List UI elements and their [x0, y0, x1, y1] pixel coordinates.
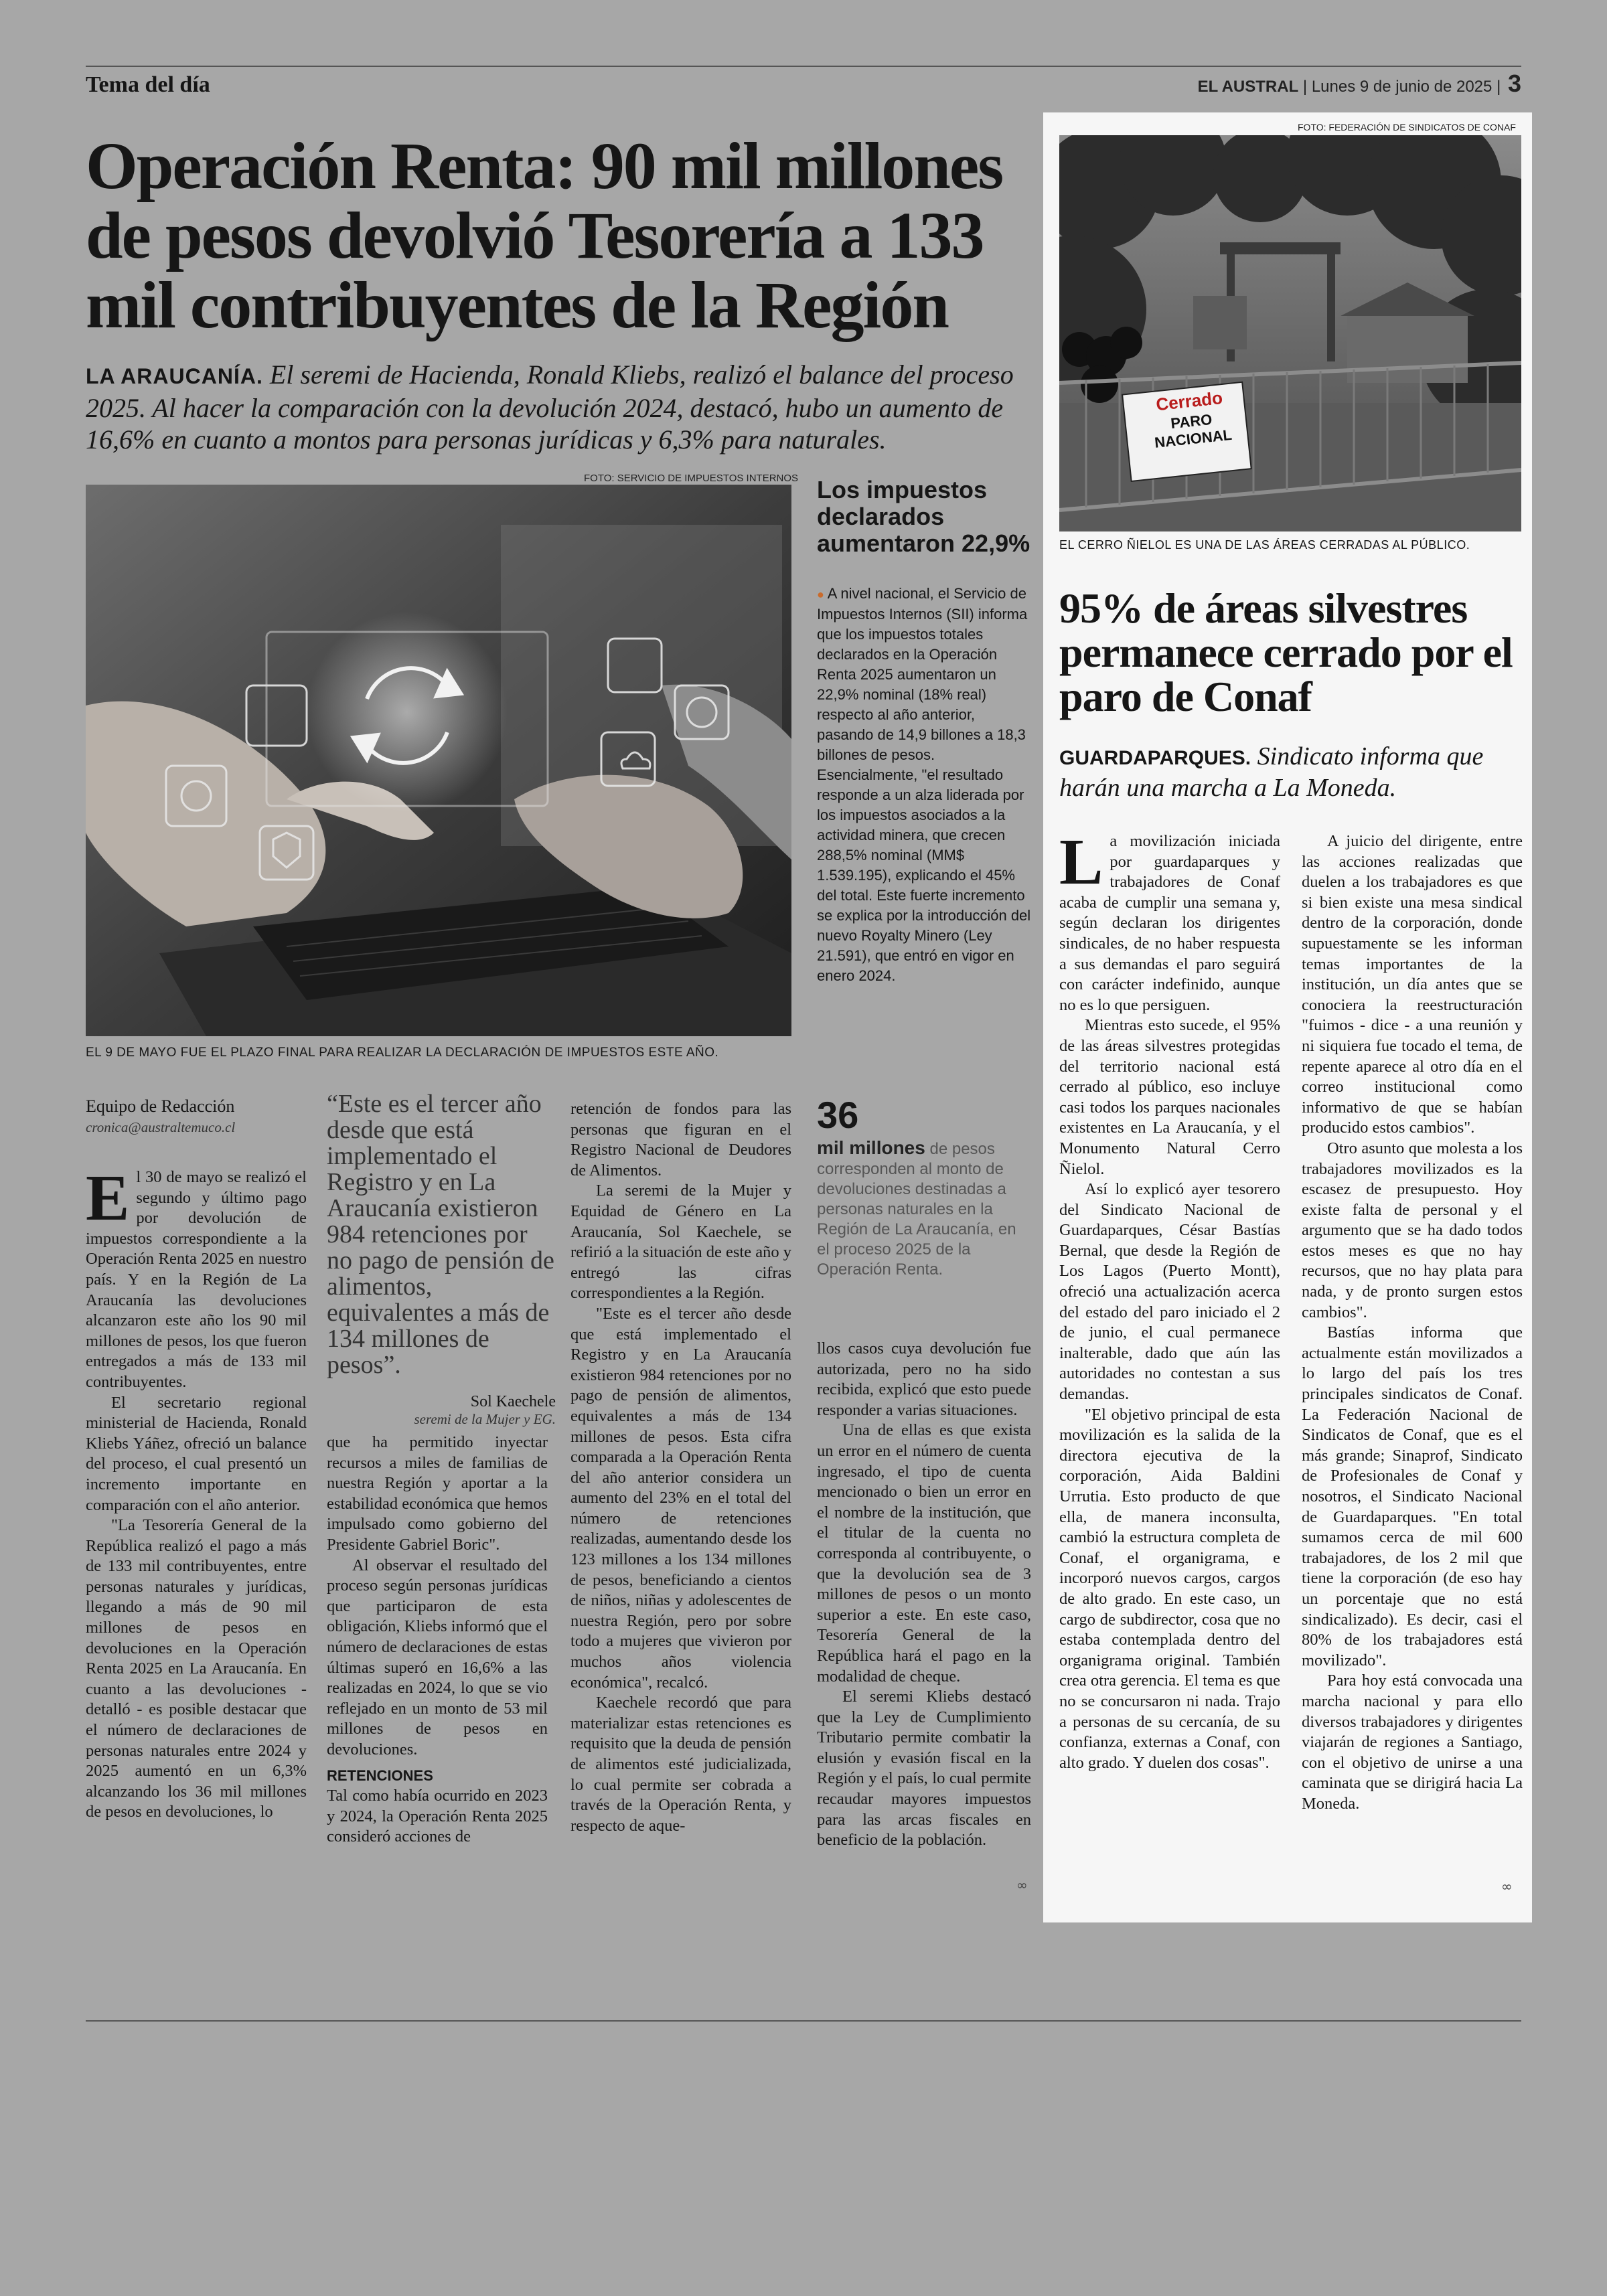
- side-lead-kicker: GUARDAPARQUES.: [1059, 747, 1251, 769]
- paragraph: Así lo explicó ayer tesorero del Sindicato Nacional de Guardaparques, César Bastías Bernal, que desde la Región de Los Lagos (Puerto Montt), ofreció una actualización acerca del estado del paro iniciado el 2 de junio, el cual permanece inalterable, dado que aún las autoridades no contestan a sus demandas.: [1059, 1180, 1280, 1404]
- quote-text: “Este es el tercer año desde que está implementado el Registro y en La Araucanía existieron 984 retenciones por no pago de pensión de alimentos, equivalentes a más de 134 millones de pesos”.: [327, 1090, 554, 1379]
- paragraph: "El objetivo principal de esta movilización es la salida de la directora ejecutiva de la corporación, Aida Baldini Urrutia. Esto producto de que ella, de manera inconsulta, cambió la estructura completa de Conaf, el organigrama, e incorporó nuevos cargos, cargos de alto grado. En este caso, un cargo de subdirector, cosa que no estaba contemplada dentro del organigrama original. También crea otra gerencia. El tema es que no se concursaron ni nada. Trajo a personas de su cercanía, de su confianza, externas a Conaf, con alto grado. Y duelen dos cosas".: [1059, 1405, 1280, 1772]
- lead-kicker: LA ARAUCANÍA.: [86, 364, 263, 388]
- park-gate-illustration: [1059, 135, 1521, 531]
- section-label: Tema del día: [86, 72, 210, 97]
- paragraph: El secretario regional ministerial de Hacienda, Ronald Kliebs Yáñez, ofreció un balance del proceso, el cual presentó un incremento importante en comparación con el año anterior.: [86, 1393, 307, 1514]
- side-headline: 95% de áreas silvestres permanece cerrado por el paro de Conaf: [1059, 584, 1513, 720]
- sidebar: [817, 477, 1031, 557]
- side-photo-credit: FOTO: FEDERACIÓN DE SINDICATOS DE CONAF: [1298, 122, 1516, 133]
- paragraph: a movilización iniciada por guardaparques y trabajadores de Conaf acaba de cumplir una semana y, según declaran los dirigentes sindicales, de no haber respuesta a sus demandas el paro seguirá con carácter indefinido, aunque no es lo que persiguen.: [1059, 832, 1280, 1014]
- paragraph: Al observar el resultado del proceso según personas jurídicas que participaron de esta obligación, Kliebs informó que el número de declaraciones de estas últimas superó en 16,6% a las realizadas en 2024, lo que se vio reflejado en un monto de 53 mil millones de pesos en devoluciones.: [327, 1556, 548, 1758]
- sidebar-body: [817, 584, 1031, 986]
- main-lead: [86, 359, 1037, 455]
- paragraph: llos casos cuya devolución fue autorizada, pero no ha sido recibida, explicó que esto puede responder a varias situaciones.: [817, 1339, 1031, 1419]
- subheading: RETENCIONES: [327, 1767, 433, 1784]
- main-column-1: [86, 1162, 307, 1823]
- end-mark-icon: ∞: [1501, 1878, 1513, 1894]
- main-column-3: [570, 1099, 791, 1836]
- figure-label: mil millones: [817, 1137, 925, 1158]
- side-column-2: [1302, 831, 1523, 1815]
- paragraph: A juicio del dirigente, entre las acciones realizadas que duelen a los trabajadores es que si bien existe una mesa sindical dentro de la corporación, donde supuestamente se les informan temas importantes de la institución, un día antes que se conociera la reestructuración "fuimos - dice - a una reunión y ni siquiera fue tocado el tema, de repente aparece al otro día en el correo institucional como informativo de que se habían producido estos cambios".: [1302, 832, 1523, 1137]
- quote-role: seremi de la Mujer y EG.: [414, 1411, 556, 1427]
- pull-quote: [327, 1091, 556, 1428]
- figure-text-block: [817, 1138, 1031, 1280]
- paragraph: La seremi de la Mujer y Equidad de Género en La Araucanía, Sol Kaechele, se refirió a la situación de este año y entregó las cifras correspondientes a la Región.: [570, 1181, 791, 1303]
- drop-cap: E: [86, 1162, 130, 1234]
- paragraph: Una de ellas es que exista un error en el número de cuenta ingresado, el tipo de cuenta mencionado o bien un error en el nombre de la institución, que el titular de la cuenta no corresponda al contribuyente, o que la devolución sea de 3 millones de pesos o un monto superior a este. En este caso, Tesorería General de la República hará el pago en la modalidad de cheque.: [817, 1421, 1031, 1686]
- paragraph: Otro asunto que molesta a los trabajadores movilizados es la escasez de presupuesto. Hoy existe falta de personal y el argumento que se ha dado todos estos meses es que no hay recursos, que no hay plata para nada, y de pronto surgen estos cambios".: [1302, 1139, 1523, 1321]
- closed-sign: [1138, 386, 1244, 453]
- byline-block: [86, 1096, 307, 1136]
- quote-author: Sol Kaechele: [470, 1393, 556, 1410]
- sign-text: PARO: [1170, 410, 1213, 432]
- paragraph: Mientras esto sucede, el 95% de las áreas silvestres protegidas del territorio nacional está cerrado al público, eso incluye casi todos los parques nacionales existentes en La Araucanía, y el Monumento Natural Cerro Ñielol.: [1059, 1016, 1280, 1178]
- paragraph: "La Tesorería General de la República realizó el pago a más de 133 mil contribuyentes, entre personas naturales y jurídicas, llegando a más de 90 mil millones de pesos en devoluciones en la Operación Renta 2025 en La Araucanía. En cuanto a las devoluciones - detalló - es posible destacar que el número de declaraciones de personas naturales entre 2024 y 2025 aumentó en un 6,3% alcanzando los 36 mil millones de pesos en devoluciones, lo: [86, 1516, 307, 1821]
- main-column-4: [817, 1339, 1031, 1851]
- paragraph: Kaechele recordó que para materializar estas retenciones es requisito que la deuda de pensión de alimentos esté judicializada, lo cual permite ser cobrada a través de la Operación Renta, y respecto de aque-: [570, 1694, 791, 1835]
- side-photo: [1059, 135, 1521, 531]
- paragraph: Bastías informa que actualmente están movilizados a lo largo del país los tres principales sindicatos de Conaf. La Federación Nacional de Sindicatos de Conaf, que es el más grande; Sinaprof, Sindicato de Profesionales de Conaf y nosotros, el Sindicato Nacional de Guardaparques. "En total sumamos cerca de mil 600 trabajadores, de los 2 mil que tiene la corporación (de eso hay un porcentaje que no está sindicalizado). Es decir, casi el 80% de los trabajadores está movilizado".: [1302, 1323, 1523, 1669]
- byline-email: cronica@australtemuco.cl: [86, 1119, 236, 1135]
- photo-caption: EL 9 DE MAYO FUE EL PLAZO FINAL PARA REALIZAR LA DECLARACIÓN DE IMPUESTOS ESTE AÑO.: [86, 1046, 719, 1060]
- sign-text: Cerrado: [1154, 388, 1224, 415]
- paragraph: Para hoy está convocada una marcha nacional y para ello diversos trabajadores y dirigentes viajarán de regiones a Santiago, con el objetivo de unirse a una caminata que se dirigirá hacia La Moneda.: [1302, 1671, 1523, 1813]
- key-figure: [817, 1096, 1031, 1280]
- paragraph: l 30 de mayo se realizó el segundo y último pago por devolución de impuestos correspondiente a la Operación Renta 2025 en nuestro país. Y en la Región de La Araucanía las devoluciones alcanzaron este año los 90 mil millones de pesos, los que fueron entregados a más de 133 mil contribuyentes.: [86, 1168, 307, 1391]
- paragraph: que ha permitido inyectar recursos a miles de familias de nuestra Región y aportar a la estabilidad económica que hemos impulsado como gobierno del Presidente Gabriel Boric".: [327, 1433, 548, 1554]
- photo-credit: FOTO: SERVICIO DE IMPUESTOS INTERNOS: [584, 473, 799, 484]
- page-number: 3: [1507, 70, 1521, 97]
- side-lead: [1059, 742, 1521, 803]
- main-headline: Operación Renta: 90 mil millones de pesos devolvió Tesorería a 133 mil contribuyentes de la Región: [86, 129, 1003, 342]
- issue-date: Lunes 9 de junio de 2025: [1311, 78, 1493, 96]
- paragraph: Tal como había ocurrido en 2023 y 2024, la Operación Renta 2025 consideró acciones de: [327, 1787, 548, 1846]
- laptop-illustration: [86, 485, 791, 1036]
- lead-text: El seremi de Hacienda, Ronald Kliebs, realizó el balance del proceso 2025. Al hacer la comparación con la devolución 2024, destacó, hubo un aumento de 16,6% en cuanto a montos para personas jurídicas y 6,3% para naturales.: [86, 359, 1014, 455]
- end-mark-icon: ∞: [1016, 1877, 1028, 1893]
- sign-text: NACIONAL: [1153, 426, 1233, 451]
- figure-number: 36: [817, 1094, 859, 1136]
- sidebar-title: Los impuestos declarados aumentaron 22,9%: [817, 476, 1030, 557]
- masthead: EL AUSTRAL | Lunes 9 de junio de 2025 | 3: [1197, 70, 1521, 97]
- paper-name: EL AUSTRAL: [1197, 78, 1299, 96]
- bottom-rule: [86, 2020, 1521, 2022]
- drop-cap: L: [1059, 826, 1103, 898]
- main-column-2: [327, 1432, 548, 1848]
- paragraph: retención de fondos para las personas que figuran en el Registro Nacional de Deudores de Alimentos.: [570, 1100, 791, 1179]
- paragraph: El seremi Kliebs destacó que la Ley de Cumplimiento Tributario permite combatir la elusión y evasión fiscal en la Región y el país, lo cual permite recaudar mayores impuestos para las arcas fiscales en beneficio de la población.: [817, 1688, 1031, 1850]
- sidebar-text: A nivel nacional, el Servicio de Impuestos Internos (SII) informa que los impuestos totales declarados en la Operación Renta 2025 aumentaron un 22,9% nominal (18% real) respecto al año anterior, pasando de 14,9 billones a 18,3 billones de pesos. Esencialmente, "el resultado responde a un alza liderada por los impuestos asociados a la actividad minera, que crecen 288,5% nominal (MM$ 1.539.195), explicando el 45% del total. Este fuerte incremento se explica por la introducción del nuevo Royalty Minero (Ley 21.591), que entró en vigor en enero 2024.: [817, 585, 1031, 984]
- paragraph: "Este es el tercer año desde que está implementado el Registro y en La Araucanía existieron 984 retenciones por no pago de pensión de alimentos, equivalentes a más de 134 millones de pesos. Esta cifra comparada a la Operación Renta del año anterior considera un aumento del 23% en el total del número de retenciones realizadas, aumentando desde los 123 millones a los 134 millones de pesos, beneficiando a cientos de niños, niñas y adolescentes de nuestra Región, pero por sobre todo a mujeres que vivieron por muchos años violencia económica", recalcó.: [570, 1304, 791, 1692]
- main-photo: [86, 485, 791, 1036]
- top-rule: [86, 66, 1521, 67]
- side-lead-text: Sindicato informa que harán una marcha a La Moneda.: [1059, 742, 1484, 802]
- side-column-1: [1059, 826, 1280, 1773]
- side-photo-caption: EL CERRO ÑIELOL ES UNA DE LAS ÁREAS CERRADAS AL PÚBLICO.: [1059, 538, 1470, 552]
- figure-text: de pesos corresponden al monto de devoluciones destinadas a personas naturales en la Región de La Araucanía, en el proceso 2025 de la Operación Renta.: [817, 1140, 1016, 1279]
- bullet-icon: ●: [817, 588, 824, 601]
- byline: Equipo de Redacción: [86, 1096, 235, 1116]
